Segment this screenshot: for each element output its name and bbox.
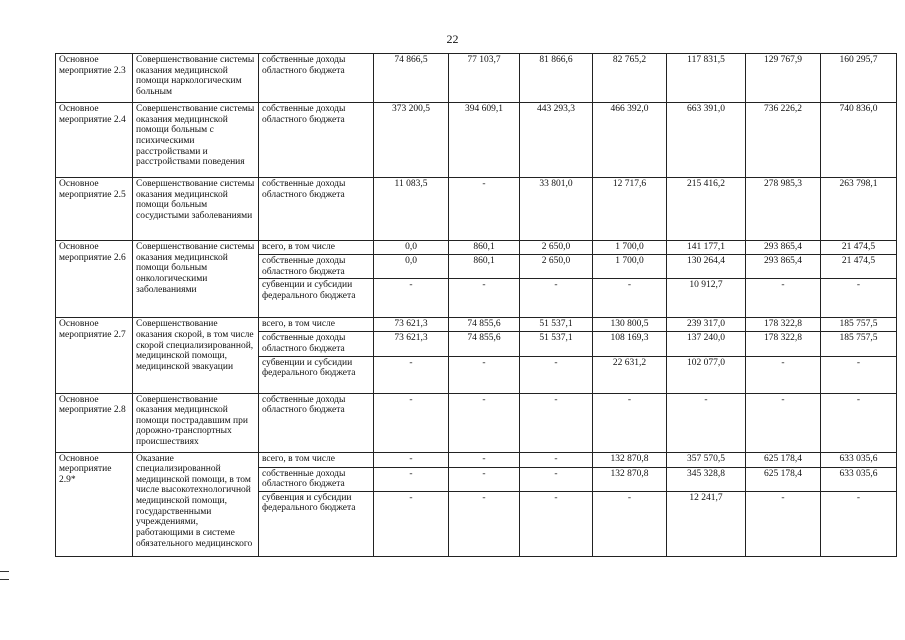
margin-mark [0,579,9,580]
activity-cell: Основное мероприятие 2.3 [56,54,133,103]
description-cell: Оказание специализированной медицинской помощи, в том числе высокотехнологичной медицинской помощи, государственными учреждениями, работающими в системе обязательного медицинского [133,452,259,556]
value-cell: - [520,356,593,393]
activity-cell: Основное мероприятие 2.6 [56,241,133,318]
value-cell: - [520,279,593,318]
value-cell: 137 240,0 [667,332,746,356]
value-cell: 132 870,8 [593,452,667,467]
value-cell: 394 609,1 [449,103,520,178]
value-cell: - [667,393,746,452]
value-cell: 130 800,5 [593,318,667,332]
value-cell: - [449,467,520,491]
value-cell: - [821,279,897,318]
value-cell: 82 765,2 [593,54,667,103]
table-row [56,318,897,332]
value-cell: - [449,452,520,467]
source-cell: собственные доходы областного бюджета [259,467,374,491]
value-cell: 12 241,7 [667,491,746,556]
value-cell: 12 717,6 [593,178,667,241]
value-cell: 1 700,0 [593,241,667,255]
value-cell: - [374,279,449,318]
value-cell: 77 103,7 [449,54,520,103]
value-cell: - [746,279,821,318]
source-cell: собственные доходы областного бюджета [259,393,374,452]
value-cell: - [593,393,667,452]
margin-mark [0,571,9,572]
description-cell: Совершенствование оказания скорой, в том числе скорой специализированной, медицинской помощи, медицинской эвакуации [133,318,259,393]
value-cell: 2 650,0 [520,255,593,279]
table-row [56,178,897,241]
value-cell: - [746,393,821,452]
value-cell: - [449,393,520,452]
value-cell: 73 621,3 [374,332,449,356]
value-cell: 141 177,1 [667,241,746,255]
value-cell: - [449,279,520,318]
value-cell: 1 700,0 [593,255,667,279]
value-cell: 215 416,2 [667,178,746,241]
value-cell: 51 537,1 [520,332,593,356]
source-cell: субвенции и субсидии федерального бюджета [259,279,374,318]
value-cell: - [821,356,897,393]
value-cell: 293 865,4 [746,241,821,255]
activity-cell: Основное мероприятие 2.4 [56,103,133,178]
value-cell: - [449,356,520,393]
value-cell: 160 295,7 [821,54,897,103]
value-cell: 0,0 [374,255,449,279]
value-cell: - [520,393,593,452]
value-cell: 263 798,1 [821,178,897,241]
value-cell: 278 985,3 [746,178,821,241]
description-cell: Совершенствование системы оказания медицинской помощи наркологическим больным [133,54,259,103]
value-cell: 178 322,8 [746,332,821,356]
table-row [56,393,897,452]
value-cell: - [593,491,667,556]
value-cell: - [520,467,593,491]
value-cell: 239 317,0 [667,318,746,332]
value-cell: 102 077,0 [667,356,746,393]
value-cell: 10 912,7 [667,279,746,318]
value-cell: - [520,452,593,467]
value-cell: - [449,178,520,241]
activity-cell: Основное мероприятие 2.5 [56,178,133,241]
value-cell: - [374,491,449,556]
value-cell: 21 474,5 [821,241,897,255]
source-cell: собственные доходы областного бюджета [259,178,374,241]
value-cell: - [374,452,449,467]
value-cell: 860,1 [449,255,520,279]
value-cell: 178 322,8 [746,318,821,332]
source-cell: собственные доходы областного бюджета [259,255,374,279]
value-cell: 736 226,2 [746,103,821,178]
value-cell: 357 570,5 [667,452,746,467]
description-cell: Совершенствование системы оказания медицинской помощи больным сосудистыми заболеваниями [133,178,259,241]
source-cell: субвенции и субсидии федерального бюджета [259,356,374,393]
value-cell: 293 865,4 [746,255,821,279]
value-cell: - [449,491,520,556]
value-cell: 625 178,4 [746,452,821,467]
value-cell: 185 757,5 [821,318,897,332]
value-cell: 11 083,5 [374,178,449,241]
value-cell: 129 767,9 [746,54,821,103]
activity-cell: Основное мероприятие 2.8 [56,393,133,452]
source-cell: собственные доходы областного бюджета [259,332,374,356]
value-cell: - [374,356,449,393]
source-cell: субвенция и субсидии федерального бюджета [259,491,374,556]
value-cell: 22 631,2 [593,356,667,393]
value-cell: 108 169,3 [593,332,667,356]
value-cell: - [821,393,897,452]
value-cell: - [593,279,667,318]
value-cell: 466 392,0 [593,103,667,178]
value-cell: 33 801,0 [520,178,593,241]
table-row [56,452,897,467]
description-cell: Совершенствование оказания медицинской помощи пострадавшим при дорожно-транспортных происшествиях [133,393,259,452]
source-cell: собственные доходы областного бюджета [259,54,374,103]
source-cell: всего, в том числе [259,241,374,255]
value-cell: 633 035,6 [821,452,897,467]
activity-cell: Основное мероприятие 2.7 [56,318,133,393]
activity-cell: Основное мероприятие 2.9* [56,452,133,556]
value-cell: 132 870,8 [593,467,667,491]
value-cell: 21 474,5 [821,255,897,279]
value-cell: 740 836,0 [821,103,897,178]
value-cell: 74 855,6 [449,318,520,332]
value-cell: - [746,491,821,556]
table-row [56,54,897,103]
description-cell: Совершенствование системы оказания медицинской помощи больным онкологическими заболеваниями [133,241,259,318]
value-cell: 373 200,5 [374,103,449,178]
value-cell: 633 035,6 [821,467,897,491]
table-body [56,54,897,557]
value-cell: 74 866,5 [374,54,449,103]
description-cell: Совершенствование системы оказания медицинской помощи больным с психическими расстройствами и расстройствами поведения [133,103,259,178]
value-cell: 81 866,6 [520,54,593,103]
value-cell: 2 650,0 [520,241,593,255]
value-cell: 185 757,5 [821,332,897,356]
value-cell: - [374,467,449,491]
value-cell: 130 264,4 [667,255,746,279]
value-cell: 51 537,1 [520,318,593,332]
value-cell: - [746,356,821,393]
value-cell: - [520,491,593,556]
value-cell: 117 831,5 [667,54,746,103]
value-cell: 663 391,0 [667,103,746,178]
table-row [56,103,897,178]
page-number: 22 [446,32,459,46]
source-cell: собственные доходы областного бюджета [259,103,374,178]
value-cell: 74 855,6 [449,332,520,356]
value-cell: - [374,393,449,452]
budget-table [55,53,897,557]
value-cell: - [821,491,897,556]
value-cell: 443 293,3 [520,103,593,178]
source-cell: всего, в том числе [259,452,374,467]
value-cell: 345 328,8 [667,467,746,491]
value-cell: 860,1 [449,241,520,255]
value-cell: 73 621,3 [374,318,449,332]
value-cell: 0,0 [374,241,449,255]
source-cell: всего, в том числе [259,318,374,332]
value-cell: 625 178,4 [746,467,821,491]
table-row [56,241,897,255]
